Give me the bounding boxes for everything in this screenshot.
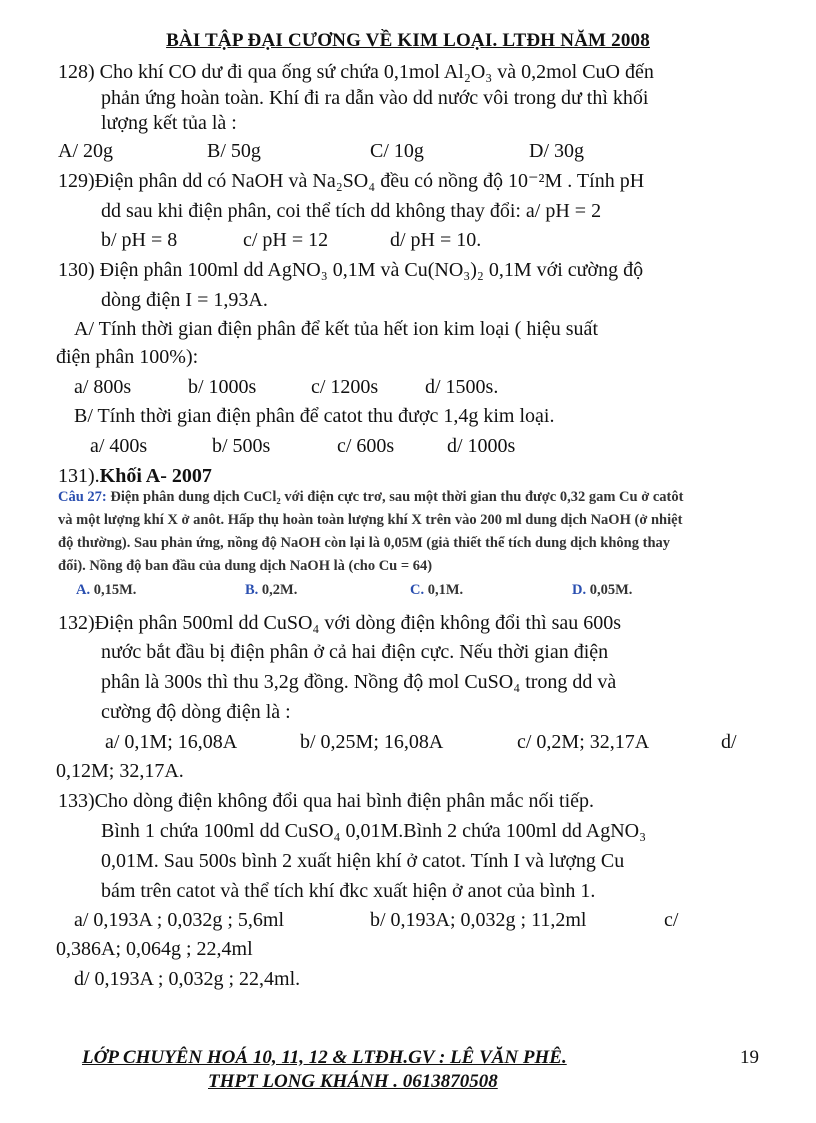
q132-option-d-cont: 0,12M; 32,17A. <box>56 760 184 782</box>
q131-question-label: Câu 27: <box>58 489 107 505</box>
q130-part-b-line: B/ Tính thời gian điện phân để catot thu được 1,4g kim loại. <box>74 405 555 427</box>
q130-part-a-line-1: A/ Tính thời gian điện phân để kết tủa hết ion kim loại ( hiệu suất <box>74 318 598 340</box>
q131-option-b-value: 0,2M. <box>261 582 298 598</box>
q132-line-2: nước bắt đầu bị điện phân ở cả hai điện cực. Nếu thời gian điện <box>101 641 609 663</box>
q132-line-3: phân là 300s thì thu 3,2g đồng. Nồng độ mol CuSO₄ trong dd và <box>101 671 617 693</box>
q131-option-d-value: 0,05M. <box>589 582 633 598</box>
q133-option-b: b/ 0,193A; 0,032g ; 11,2ml <box>370 909 587 931</box>
q131-option-b-label: B. <box>245 582 259 598</box>
q131-scan-line-3: độ thường). Sau phản ứng, nồng độ NaOH còn lại là 0,05M (giả thiết thể tích dung dịch không thay <box>58 535 671 551</box>
q128-option-a: A/ 20g <box>58 140 113 162</box>
q130-a-option-d: d/ 1500s. <box>425 376 499 398</box>
q132-line-1: 132)Điện phân 500ml dd CuSO₄ với dòng điện không đổi thì sau 600s <box>58 612 622 634</box>
q132-option-d: d/ <box>721 731 737 753</box>
q130-b-option-b: b/ 500s <box>212 435 271 457</box>
q128-line-1: 128) Cho khí CO dư đi qua ống sứ chứa 0,1mol Al₂O₃ và 0,2mol CuO đến <box>58 61 654 83</box>
q130-b-option-c: c/ 600s <box>337 435 395 457</box>
q132-line-4: cường độ dòng điện là : <box>101 701 291 723</box>
footer-line-1: LỚP CHUYÊN HOÁ 10, 11, 12 & LTĐH.GV : LÊ VĂN PHÊ. <box>82 1047 567 1068</box>
q130-b-option-d: d/ 1000s <box>447 435 516 457</box>
q130-part-a-line-2: điện phân 100%): <box>56 346 199 368</box>
q130-a-option-b: b/ 1000s <box>188 376 257 398</box>
q132-option-c: c/ 0,2M; 32,17A <box>517 731 650 753</box>
q129-option-c: c/ pH = 12 <box>243 229 329 251</box>
q129-option-d: d/ pH = 10. <box>390 229 482 251</box>
q130-b-option-a: a/ 400s <box>90 435 148 457</box>
q133-line-3: 0,01M. Sau 500s bình 2 xuất hiện khí ở catot. Tính I và lượng Cu <box>101 850 625 872</box>
q128-line-3: lượng kết tủa là : <box>101 112 237 134</box>
q131-heading: Khối A- 2007 <box>99 465 212 487</box>
q132-option-b: b/ 0,25M; 16,08A <box>300 731 444 753</box>
q132-option-a: a/ 0,1M; 16,08A <box>105 731 238 753</box>
q131-scan-line-2: và một lượng khí X ở anôt. Hấp thụ hoàn toàn lượng khí X trên vào 200 ml dung dịch NaOH (ở nhiệt <box>58 512 683 528</box>
q128-option-d: D/ 30g <box>529 140 584 162</box>
q131-option-a <box>76 581 136 599</box>
q133-line-1: 133)Cho dòng điện không đổi qua hai bình điện phân mắc nối tiếp. <box>58 790 595 812</box>
q130-line-1: 130) Điện phân 100ml dd AgNO₃ 0,1M và Cu(NO₃)₂ 0,1M với cường độ <box>58 259 644 281</box>
q130-a-option-a: a/ 800s <box>74 376 132 398</box>
q133-option-a: a/ 0,193A ; 0,032g ; 5,6ml <box>74 909 284 931</box>
q133-option-c: c/ <box>664 909 679 931</box>
q131-option-a-label: A. <box>76 582 91 598</box>
q131-number: 131). <box>58 465 100 487</box>
q129-line-1: 129)Điện phân dd có NaOH và Na₂SO₄ đều có nồng độ 10⁻²M . Tính pH <box>58 170 645 192</box>
q131-option-c <box>410 581 463 599</box>
q133-option-c-cont: 0,386A; 0,064g ; 22,4ml <box>56 938 253 960</box>
q129-option-b: b/ pH = 8 <box>101 229 178 251</box>
footer-line-2: THPT LONG KHÁNH . 0613870508 <box>208 1071 498 1092</box>
q133-line-2: Bình 1 chứa 100ml dd CuSO₄ 0,01M.Bình 2 chứa 100ml dd AgNO₃ <box>101 820 647 842</box>
q130-a-option-c: c/ 1200s <box>311 376 379 398</box>
q133-option-d: d/ 0,193A ; 0,032g ; 22,4ml. <box>74 968 301 990</box>
q131-scan-line-1 <box>58 488 683 506</box>
q131-option-d <box>572 581 632 599</box>
q131-option-b <box>245 581 297 599</box>
page-title: BÀI TẬP ĐẠI CƯƠNG VỀ KIM LOẠI. LTĐH NĂM 2008 <box>166 30 650 51</box>
q128-option-c: C/ 10g <box>370 140 424 162</box>
q131-text-1: Điện phân dung dịch CuCl₂ với điện cực trơ, sau một thời gian thu được 0,32 gam Cu ở catôt <box>110 489 684 505</box>
q128-option-b: B/ 50g <box>207 140 261 162</box>
q131-option-d-label: D. <box>572 582 587 598</box>
q131-heading-line <box>58 464 212 488</box>
q130-line-2: dòng điện I = 1,93A. <box>101 289 268 311</box>
q131-scan-line-4: đổi). Nồng độ ban đầu của dung dịch NaOH là (cho Cu = 64) <box>58 558 433 574</box>
q133-line-4: bám trên catot và thể tích khí đkc xuất hiện ở anot của bình 1. <box>101 880 596 902</box>
q129-line-2: dd sau khi điện phân, coi thể tích dd không thay đổi: a/ pH = 2 <box>101 200 602 222</box>
q128-line-2: phản ứng hoàn toàn. Khí đi ra dẫn vào dd nước vôi trong dư thì khối <box>101 87 649 109</box>
q131-option-c-value: 0,1M. <box>427 582 464 598</box>
q131-option-c-label: C. <box>410 582 425 598</box>
page-number: 19 <box>740 1047 759 1068</box>
q131-option-a-value: 0,15M. <box>93 582 137 598</box>
